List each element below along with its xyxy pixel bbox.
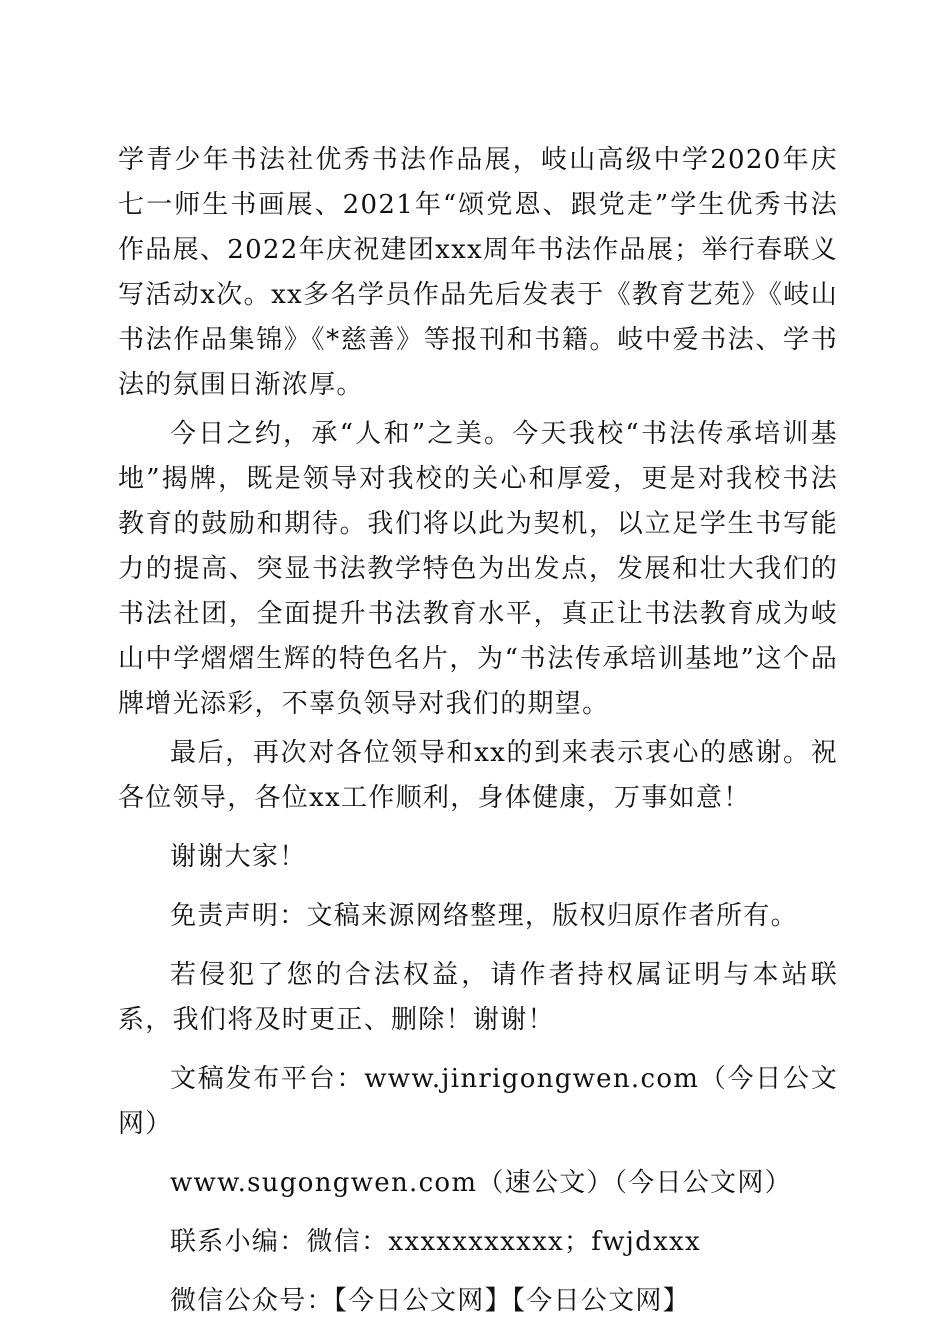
paragraph-alt-site: www.sugongwen.com（速公文）（今日公文网） [170,1168,792,1198]
paragraph-disclaimer: 免责声明：文稿来源网络整理，版权归原作者所有。 [170,901,798,931]
document-body [118,138,838,1324]
paragraph-wechat-account: 微信公众号：【今日公文网】【今日公文网】 [170,1286,691,1316]
paragraph-thank-you: 谢谢大家！ [170,842,307,872]
paragraph-closing-thanks: 最后，再次对各位领导和xx的到来表示衷心的感谢。祝各位领导，各位xx工作顺利，身体健康，万事如意！ [118,738,838,813]
paragraph-rights-notice: 若侵犯了您的合法权益，请作者持权属证明与本站联系，我们将及时更正、删除！谢谢！ [118,960,838,1035]
paragraph-calligraphy-exhibitions: 学青少年书法社优秀书法作品展，岐山高级中学2020年庆七一师生书画展、2021年“颂党恩、跟党走”学生优秀书法作品展、2022年庆祝建团xxx周年书法作品展；举行春联义写活动x次。xx多名学员作品先后发表于《教育艺苑》《岐山书法作品集锦》《*慈善》等报刊和书籍。岐中爱书法、学书法的氛围日渐浓厚。 [118,145,838,400]
paragraph-harmony-plaque: 今日之约，承“人和”之美。今天我校“书法传承培训基地”揭牌，既是领导对我校的关心和厚爱，更是对我校书法教育的鼓励和期待。我们将以此为契机，以立足学生书写能力的提高、突显书法教学特色为出发点，发展和壮大我们的书法社团，全面提升书法教育水平，真正让书法教育成为岐山中学熠熠生辉的特色名片，为“书法传承培训基地”这个品牌增光添彩，不辜负领导对我们的期望。 [118,419,838,719]
paragraph-editor-contact: 联系小编：微信：xxxxxxxxxxx；fwjdxxx [170,1227,701,1257]
paragraph-publishing-platform: 文稿发布平台：www.jinrigongwen.com（今日公文网） [118,1064,838,1139]
